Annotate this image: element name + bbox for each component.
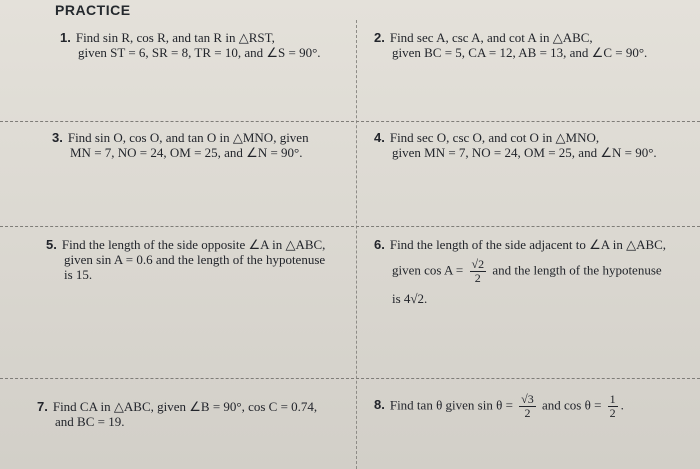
row-divider-1 — [0, 121, 700, 122]
problem-number: 6. — [374, 237, 385, 252]
problem-text-line1: Find sin R, cos R, and tan R in △RST, — [75, 30, 275, 45]
problem-text-line2: given BC = 5, CA = 12, AB = 13, and ∠C = 90°. — [392, 45, 648, 60]
problem-text-line2-start: given cos A = — [392, 262, 464, 278]
problem-number: 3. — [52, 130, 63, 145]
fraction-numerator: √3 — [521, 392, 534, 406]
problem-3 — [52, 130, 309, 160]
row-divider-2 — [0, 226, 700, 227]
fraction-cos-theta — [608, 393, 618, 420]
problem-text-line2: given MN = 7, NO = 24, OM = 25, and ∠N = 90°. — [392, 145, 657, 160]
page-title: PRACTICE — [55, 2, 131, 18]
fraction-denominator: 2 — [474, 271, 481, 285]
problem-text-line3: is 4√2. — [392, 291, 428, 306]
fraction-denominator: 2 — [609, 406, 616, 420]
problem-text-line1: Find sin O, cos O, and tan O in △MNO, given — [67, 130, 309, 145]
problem-text-line1: Find the length of the side opposite ∠A in △ABC, — [61, 237, 326, 252]
problem-text-line1: Find CA in △ABC, given ∠B = 90°, cos C = 0.74, — [52, 399, 318, 414]
problem-text-start: Find tan θ given sin θ = — [389, 397, 513, 413]
problem-text-line3: is 15. — [64, 267, 93, 282]
problem-4 — [374, 130, 657, 160]
fraction-numerator: 1 — [609, 392, 616, 406]
fraction-cos-a — [470, 258, 487, 285]
problem-number: 7. — [37, 399, 48, 414]
problem-text-middle: and cos θ = — [542, 397, 602, 413]
problem-text-line2: and BC = 19. — [55, 414, 125, 429]
problem-number: 2. — [374, 30, 385, 45]
problem-text-line2: given ST = 6, SR = 8, TR = 10, and ∠S = 90°. — [78, 45, 321, 60]
problem-7 — [37, 399, 317, 429]
problem-number: 4. — [374, 130, 385, 145]
fraction-sin-theta — [519, 393, 536, 420]
problem-text-line2-end: and the length of the hypotenuse — [492, 262, 662, 278]
row-divider-3 — [0, 378, 700, 379]
problem-1 — [60, 30, 321, 60]
fraction-numerator: √2 — [471, 257, 485, 271]
problem-8 — [374, 393, 624, 420]
column-divider — [356, 20, 357, 469]
problem-text-line1: Find sec O, csc O, and cot O in △MNO, — [389, 130, 600, 145]
problem-text-line2: MN = 7, NO = 24, OM = 25, and ∠N = 90°. — [70, 145, 303, 160]
problem-text-end: . — [620, 397, 624, 413]
problem-number: 5. — [46, 237, 57, 252]
fraction-denominator: 2 — [524, 406, 531, 420]
problem-text-line2: given sin A = 0.6 and the length of the hypotenuse — [64, 252, 326, 267]
problem-text-line1: Find sec A, csc A, and cot A in △ABC, — [389, 30, 593, 45]
problem-number: 8. — [374, 397, 385, 413]
problem-5 — [46, 237, 325, 282]
problem-2 — [374, 30, 647, 60]
problem-number: 1. — [60, 30, 71, 45]
problem-6 — [374, 237, 666, 306]
problem-text-line1: Find the length of the side adjacent to ∠A in △ABC, — [389, 237, 667, 252]
